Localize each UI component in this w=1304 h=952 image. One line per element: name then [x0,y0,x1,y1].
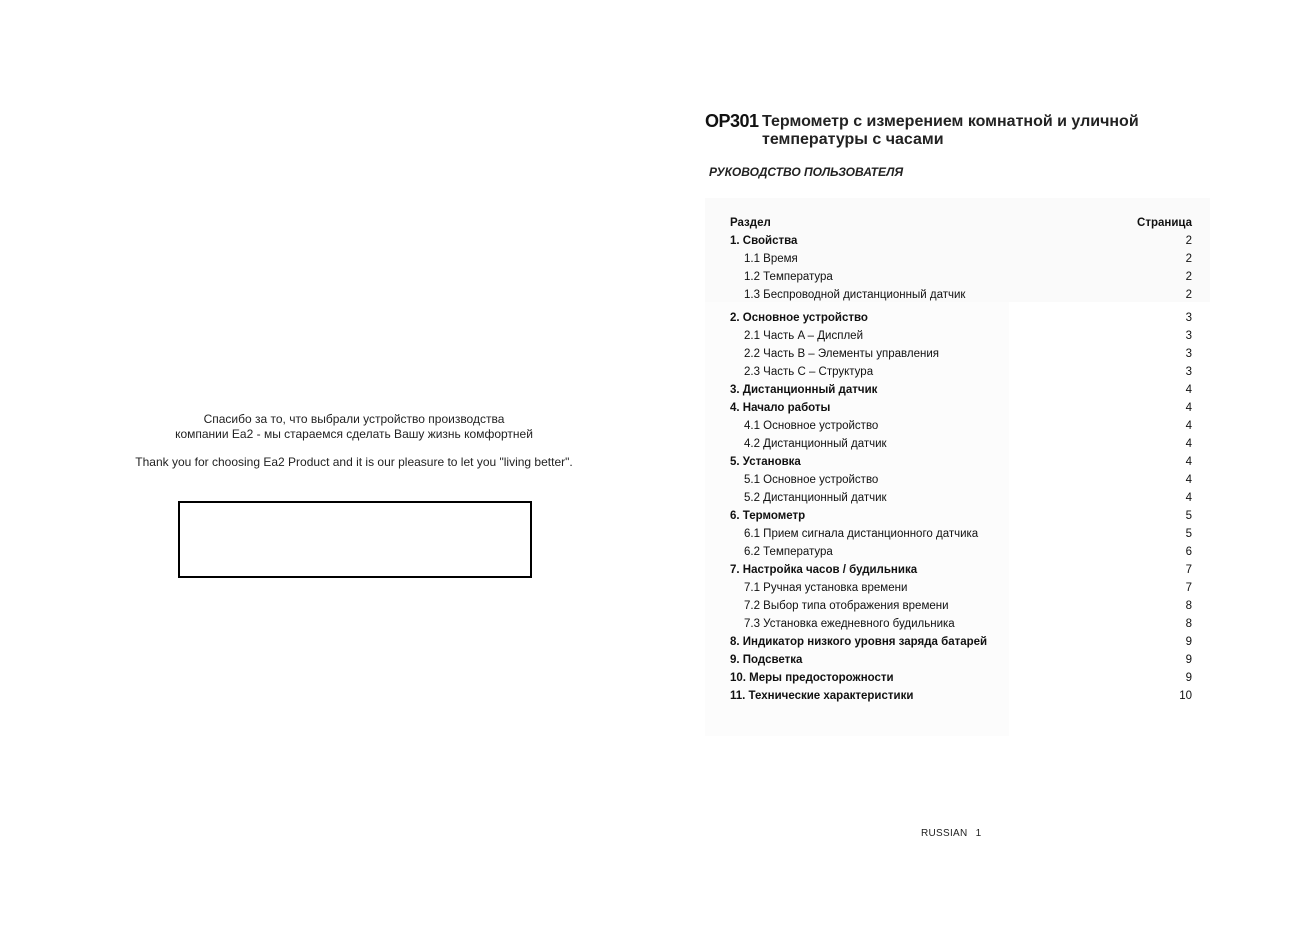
toc-entry [730,453,1192,471]
toc-entry-page: 3 [1185,348,1192,360]
thanks-ru-line-1: Спасибо за то, что выбрали устройство производства [203,412,505,426]
toc-entry-label: 2.1 Часть A – Дисплей [744,330,863,342]
toc-entry [730,633,1192,651]
toc-entry-page: 5 [1185,510,1192,522]
toc-entry-label: 8. Индикатор низкого уровня заряда батарей [730,636,988,648]
toc-entry [730,507,1192,525]
toc-entry [730,232,1192,250]
toc-entry-label: 1.1 Время [744,253,798,265]
footer-language: RUSSIAN [921,828,968,839]
toc-entry-label: 2. Основное устройство [730,312,868,324]
toc-entry-label: 11. Технические характеристики [730,690,914,702]
toc-entry-label: 4.1 Основное устройство [744,420,879,432]
toc-entry-label: 5.1 Основное устройство [744,474,879,486]
toc-entry-label: 2.2 Часть B – Элементы управления [744,348,939,360]
toc-entry-label: 4.2 Дистанционный датчик [744,438,887,450]
toc-entry-page: 4 [1185,402,1192,414]
toc-entry [730,309,1192,327]
toc-entry-page: 9 [1185,636,1192,648]
toc-entry-page: 4 [1185,492,1192,504]
thanks-ru-line-2: компании Ea2 - мы стараемся сделать Вашу жизнь комфортней [175,427,533,441]
toc-entry-label: 10. Меры предосторожности [730,672,894,684]
toc-entry-page: 2 [1185,253,1192,265]
toc-entry-page: 8 [1185,600,1192,612]
toc-entry-label: 1.2 Температура [744,271,833,283]
document-title: Термометр с измерением комнатной и уличной температуры с часами [762,113,1139,148]
toc-entry [730,615,1192,633]
toc-entry [730,381,1192,399]
toc-entry-label: 2.3 Часть C – Структура [744,366,874,378]
toc-entry [730,489,1192,507]
table-of-contents [730,214,1192,705]
page-footer [921,828,981,839]
toc-entry [730,543,1192,561]
toc-entry-page: 9 [1185,672,1192,684]
toc-entry [730,435,1192,453]
empty-frame-box [178,501,532,578]
toc-entry-page: 10 [1179,690,1192,702]
toc-entry-page: 4 [1185,420,1192,432]
toc-entry [730,268,1192,286]
toc-entry-page: 7 [1185,564,1192,576]
toc-entry-page: 5 [1185,528,1192,540]
toc-entry-page: 2 [1185,271,1192,283]
toc-entry [730,399,1192,417]
toc-entry-label: 7.1 Ручная установка времени [744,582,908,594]
toc-entry-label: 7.3 Установка ежедневного будильника [744,618,955,630]
toc-entry-page: 3 [1185,330,1192,342]
toc-entry-label: 4. Начало работы [730,402,831,414]
toc-entry-page: 7 [1185,582,1192,594]
toc-entry-label: 7. Настройка часов / будильника [730,564,918,576]
toc-entry [730,669,1192,687]
toc-entry-label: 5. Установка [730,456,801,468]
toc-entry [730,651,1192,669]
toc-header-page: Страница [1137,217,1192,229]
toc-entry-page: 4 [1185,456,1192,468]
toc-entry [730,345,1192,363]
toc-entry [730,579,1192,597]
toc-entry-label: 9. Подсветка [730,654,803,666]
toc-entry [730,561,1192,579]
toc-entry-page: 9 [1185,654,1192,666]
toc-header-section: Раздел [730,217,771,229]
model-number: OP301 [705,111,759,131]
toc-entry-page: 4 [1185,438,1192,450]
thanks-message-ru [0,412,708,442]
toc-entry-page: 8 [1185,618,1192,630]
toc-entry [730,250,1192,268]
toc-entry [730,417,1192,435]
toc-entry-label: 6. Термометр [730,510,806,522]
toc-entry-label: 6.2 Температура [744,546,833,558]
toc-entry-page: 3 [1185,312,1192,324]
toc-entry-page: 2 [1185,289,1192,301]
footer-page-number: 1 [975,828,982,839]
toc-entry-label: 1. Свойства [730,235,798,247]
toc-entries [730,232,1192,705]
toc-entry-page: 2 [1185,235,1192,247]
toc-entry [730,327,1192,345]
toc-entry [730,286,1192,304]
toc-entry-label: 1.3 Беспроводной дистанционный датчик [744,289,966,301]
toc-entry-page: 3 [1185,366,1192,378]
toc-entry [730,687,1192,705]
document-subtitle: РУКОВОДСТВО ПОЛЬЗОВАТЕЛЯ [709,165,904,179]
toc-header [730,214,1192,232]
toc-entry-page: 4 [1185,474,1192,486]
toc-entry-page: 4 [1185,384,1192,396]
thanks-message-en: Thank you for choosing Ea2 Product and it is our pleasure to let you "living better". [135,455,573,469]
toc-entry-label: 5.2 Дистанционный датчик [744,492,887,504]
toc-entry-page: 6 [1185,546,1192,558]
toc-entry [730,471,1192,489]
toc-entry-label: 3. Дистанционный датчик [730,384,878,396]
toc-entry-label: 6.1 Прием сигнала дистанционного датчика [744,528,979,540]
toc-entry [730,525,1192,543]
toc-entry [730,363,1192,381]
toc-entry [730,597,1192,615]
toc-entry-label: 7.2 Выбор типа отображения времени [744,600,949,612]
